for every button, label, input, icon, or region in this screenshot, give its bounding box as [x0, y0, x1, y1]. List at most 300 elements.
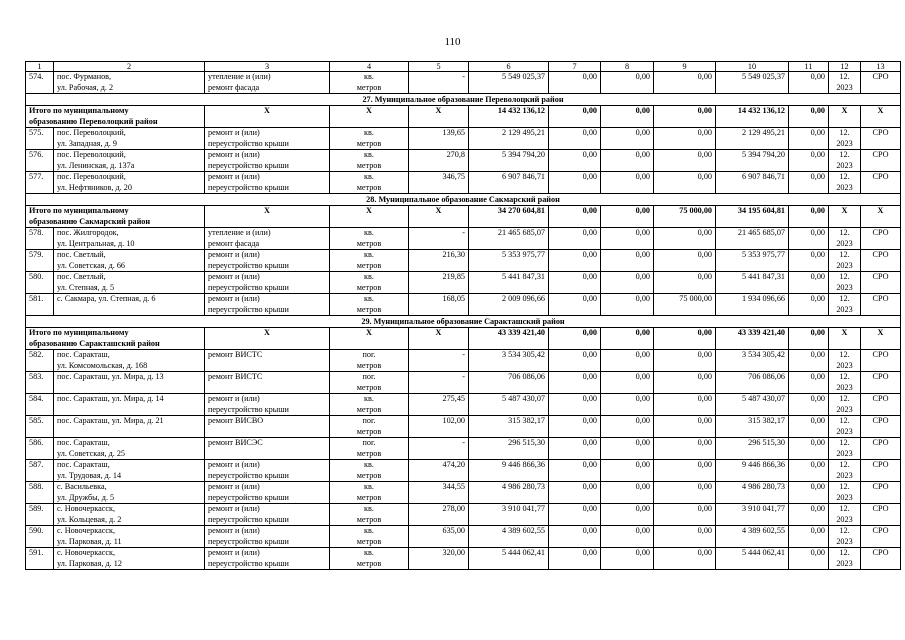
deadline-line: 12.	[839, 482, 850, 491]
address-line: с. Сакмара, ул. Степная, д. 6	[57, 294, 156, 303]
deadline-line: 2023	[836, 514, 853, 524]
address	[54, 394, 205, 416]
work-type-line: переустройство крыши	[208, 492, 289, 502]
work-type	[205, 438, 330, 460]
row-number: 583.	[26, 372, 54, 394]
address-line: пос. Саракташ, ул. Мира, д. 14	[57, 394, 164, 403]
table-row	[26, 172, 901, 194]
column-number: 6	[469, 62, 549, 72]
area: 474,20	[409, 460, 469, 482]
work-type	[205, 526, 330, 548]
cost-c11: 0,00	[789, 228, 829, 250]
total-label-line: Итого по муниципальному	[29, 328, 129, 337]
deadline-line: 12.	[839, 72, 850, 81]
total-cost: 5 441 847,31	[469, 272, 549, 294]
cost-c10: 5 487 430,07	[716, 394, 789, 416]
cost-c8: 0,00	[601, 272, 654, 294]
total-c10: 43 339 421,40	[716, 328, 789, 350]
work-type	[205, 250, 330, 272]
cost-c11: 0,00	[789, 72, 829, 94]
unit	[330, 372, 409, 394]
work-type	[205, 394, 330, 416]
method: СРО	[861, 394, 901, 416]
address-line: ул. Нефтяников, д. 20	[57, 182, 132, 192]
cost-c7: 0,00	[549, 150, 601, 172]
address-line: ул. Парковая, д. 12	[57, 558, 122, 568]
deadline	[829, 416, 861, 438]
total-unit: X	[330, 328, 409, 350]
work-type	[205, 504, 330, 526]
cost-c7: 0,00	[549, 294, 601, 316]
total-label-line: Итого по муниципальному	[29, 106, 129, 115]
total-c8: 0,00	[601, 106, 654, 128]
unit-line: метров	[356, 404, 382, 414]
deadline	[829, 394, 861, 416]
capital-repair-table	[25, 61, 901, 570]
total-c7: 0,00	[549, 328, 601, 350]
cost-c7: 0,00	[549, 372, 601, 394]
unit	[330, 394, 409, 416]
deadline-line: 2023	[836, 470, 853, 480]
row-number: 585.	[26, 416, 54, 438]
address-line: ул. Дружбы, д. 5	[57, 492, 115, 502]
address-line: пос. Саракташ,	[57, 350, 110, 359]
work-type-line: ремонт и (или)	[208, 504, 260, 513]
unit-line: кв.	[364, 504, 374, 513]
cost-c11: 0,00	[789, 394, 829, 416]
cost-c7: 0,00	[549, 72, 601, 94]
work-type-line: переустройство крыши	[208, 182, 289, 192]
row-number: 579.	[26, 250, 54, 272]
cost-c8: 0,00	[601, 548, 654, 570]
unit	[330, 228, 409, 250]
work-type-line: ремонт и (или)	[208, 526, 260, 535]
total-cost: 3 534 305,42	[469, 350, 549, 372]
total-cost: 43 339 421,40	[469, 328, 549, 350]
total-cost: 3 910 041,77	[469, 504, 549, 526]
method: СРО	[861, 272, 901, 294]
deadline-line: 2023	[836, 160, 853, 170]
work-type-line: переустройство крыши	[208, 514, 289, 524]
unit	[330, 172, 409, 194]
deadline-line: 2023	[836, 536, 853, 546]
unit	[330, 482, 409, 504]
table-row	[26, 250, 901, 272]
deadline	[829, 128, 861, 150]
unit-line: кв.	[364, 272, 374, 281]
total-c12: X	[829, 106, 861, 128]
work-type-line: ремонт и (или)	[208, 272, 260, 281]
address	[54, 460, 205, 482]
method: СРО	[861, 438, 901, 460]
work-type-line: ремонт и (или)	[208, 460, 260, 469]
cost-c9: 0,00	[654, 372, 716, 394]
cost-c9: 0,00	[654, 272, 716, 294]
cost-c9: 0,00	[654, 228, 716, 250]
deadline-line: 2023	[836, 448, 853, 458]
work-type-line: переустройство крыши	[208, 138, 289, 148]
cost-c11: 0,00	[789, 504, 829, 526]
cost-c7: 0,00	[549, 460, 601, 482]
table-body	[26, 62, 901, 570]
address-line: пос. Саракташ, ул. Мира, д. 21	[57, 416, 164, 425]
total-c8: 0,00	[601, 328, 654, 350]
table-row	[26, 438, 901, 460]
unit-line: пог.	[362, 372, 376, 381]
address	[54, 250, 205, 272]
work-type	[205, 72, 330, 94]
deadline-line: 12.	[839, 250, 850, 259]
work-type	[205, 228, 330, 250]
cost-c11: 0,00	[789, 438, 829, 460]
table-row	[26, 548, 901, 570]
area: -	[409, 72, 469, 94]
cost-c7: 0,00	[549, 172, 601, 194]
section-header-row	[26, 94, 901, 106]
cost-c10: 5 353 975,77	[716, 250, 789, 272]
area: -	[409, 228, 469, 250]
cost-c10: 2 129 495,21	[716, 128, 789, 150]
column-number: 9	[654, 62, 716, 72]
deadline-line: 2023	[836, 426, 853, 436]
unit	[330, 72, 409, 94]
total-row	[26, 106, 901, 128]
deadline-line: 12.	[839, 128, 850, 137]
row-number: 574.	[26, 72, 54, 94]
total-work: X	[205, 328, 330, 350]
section-header-row	[26, 316, 901, 328]
unit	[330, 438, 409, 460]
total-cost: 4 389 602,55	[469, 526, 549, 548]
deadline-line: 12.	[839, 150, 850, 159]
unit	[330, 128, 409, 150]
total-c11: 0,00	[789, 328, 829, 350]
work-type-line: ремонт и (или)	[208, 128, 260, 137]
deadline-line: 12.	[839, 228, 850, 237]
work-type-line: утепление и (или)	[208, 228, 271, 237]
cost-c9: 0,00	[654, 150, 716, 172]
total-cost: 2 009 096,66	[469, 294, 549, 316]
area: 278,00	[409, 504, 469, 526]
unit-line: кв.	[364, 482, 374, 491]
unit	[330, 504, 409, 526]
area: 168,05	[409, 294, 469, 316]
cost-c8: 0,00	[601, 438, 654, 460]
total-cost: 5 353 975,77	[469, 250, 549, 272]
total-cost: 9 446 866,36	[469, 460, 549, 482]
area: 216,30	[409, 250, 469, 272]
deadline	[829, 172, 861, 194]
cost-c7: 0,00	[549, 272, 601, 294]
page-number: 110	[444, 36, 461, 48]
area: 635,00	[409, 526, 469, 548]
cost-c8: 0,00	[601, 172, 654, 194]
unit	[330, 416, 409, 438]
total-cost: 14 432 136,12	[469, 106, 549, 128]
address	[54, 548, 205, 570]
section-title: 27. Муниципальное образование Переволоцкий район	[26, 94, 901, 106]
deadline-line: 2023	[836, 404, 853, 414]
deadline-line: 12.	[839, 416, 850, 425]
cost-c10: 706 086,06	[716, 372, 789, 394]
unit-line: кв.	[364, 250, 374, 259]
deadline-line: 12.	[839, 272, 850, 281]
column-number: 2	[54, 62, 205, 72]
cost-c8: 0,00	[601, 250, 654, 272]
deadline	[829, 150, 861, 172]
area: 346,75	[409, 172, 469, 194]
total-area: X	[409, 106, 469, 128]
unit-line: метров	[356, 304, 382, 314]
method: СРО	[861, 72, 901, 94]
area: 275,45	[409, 394, 469, 416]
unit-line: метров	[356, 138, 382, 148]
cost-c7: 0,00	[549, 350, 601, 372]
work-type-line: переустройство крыши	[208, 404, 289, 414]
work-type-line: переустройство крыши	[208, 304, 289, 314]
deadline	[829, 250, 861, 272]
address-line: пос. Переволоцкий,	[57, 128, 126, 137]
total-c13: X	[861, 106, 901, 128]
unit	[330, 526, 409, 548]
total-label	[26, 328, 205, 350]
cost-c7: 0,00	[549, 128, 601, 150]
work-type	[205, 128, 330, 150]
deadline	[829, 438, 861, 460]
cost-c10: 5 441 847,31	[716, 272, 789, 294]
work-type-line: ремонт и (или)	[208, 150, 260, 159]
cost-c7: 0,00	[549, 250, 601, 272]
unit-line: пог.	[362, 438, 376, 447]
section-title: 28. Муниципальное образование Сакмарский район	[26, 194, 901, 206]
work-type	[205, 272, 330, 294]
area: 139,65	[409, 128, 469, 150]
total-c9: 0,00	[654, 106, 716, 128]
cost-c7: 0,00	[549, 526, 601, 548]
cost-c9: 0,00	[654, 350, 716, 372]
work-type-line: ремонт и (или)	[208, 172, 260, 181]
work-type-line: ремонт ВИСТС	[208, 350, 263, 359]
total-cost: 5 394 794,20	[469, 150, 549, 172]
address-line: пос. Переволоцкий,	[57, 172, 126, 181]
deadline	[829, 548, 861, 570]
work-type-line: переустройство крыши	[208, 536, 289, 546]
deadline-line: 2023	[836, 558, 853, 568]
unit-line: метров	[356, 558, 382, 568]
total-c12: X	[829, 206, 861, 228]
method: СРО	[861, 350, 901, 372]
work-type	[205, 294, 330, 316]
table-row	[26, 150, 901, 172]
deadline-line: 12.	[839, 172, 850, 181]
total-area: X	[409, 328, 469, 350]
cost-c7: 0,00	[549, 228, 601, 250]
total-row	[26, 206, 901, 228]
section-header-row	[26, 194, 901, 206]
total-c11: 0,00	[789, 106, 829, 128]
address	[54, 272, 205, 294]
row-number: 589.	[26, 504, 54, 526]
cost-c8: 0,00	[601, 372, 654, 394]
total-label-line: образованию Сакмарский район	[29, 216, 151, 226]
row-number: 584.	[26, 394, 54, 416]
unit-line: метров	[356, 182, 382, 192]
cost-c9: 0,00	[654, 72, 716, 94]
table-row	[26, 416, 901, 438]
cost-c9: 0,00	[654, 416, 716, 438]
address-line: ул. Комсомольская, д. 168	[57, 360, 148, 370]
unit	[330, 460, 409, 482]
total-c10: 34 195 604,81	[716, 206, 789, 228]
total-work: X	[205, 106, 330, 128]
total-cost: 34 270 604,81	[469, 206, 549, 228]
total-c13: X	[861, 328, 901, 350]
address-line: ул. Ленинская, д. 137а	[57, 160, 135, 170]
column-number: 13	[861, 62, 901, 72]
work-type	[205, 372, 330, 394]
deadline-line: 12.	[839, 548, 850, 557]
address-line: пос. Светлый,	[57, 272, 106, 281]
work-type-line: ремонт ВИСВО	[208, 416, 264, 425]
unit	[330, 548, 409, 570]
cost-c8: 0,00	[601, 72, 654, 94]
address-line: ул. Трудовая, д. 14	[57, 470, 122, 480]
deadline-line: 2023	[836, 382, 853, 392]
unit-line: кв.	[364, 172, 374, 181]
area: 344,55	[409, 482, 469, 504]
work-type-line: переустройство крыши	[208, 160, 289, 170]
cost-c9: 0,00	[654, 128, 716, 150]
address	[54, 228, 205, 250]
unit-line: кв.	[364, 526, 374, 535]
work-type-line: ремонт фасада	[208, 82, 260, 92]
deadline-line: 2023	[836, 238, 853, 248]
cost-c8: 0,00	[601, 228, 654, 250]
area: -	[409, 438, 469, 460]
column-number: 11	[789, 62, 829, 72]
cost-c9: 0,00	[654, 548, 716, 570]
unit-line: метров	[356, 282, 382, 292]
total-c7: 0,00	[549, 106, 601, 128]
method: СРО	[861, 150, 901, 172]
unit	[330, 250, 409, 272]
deadline	[829, 72, 861, 94]
address	[54, 372, 205, 394]
column-number: 10	[716, 62, 789, 72]
unit-line: кв.	[364, 460, 374, 469]
column-number-row	[26, 62, 901, 72]
address-line: ул. Парковая, д. 11	[57, 536, 122, 546]
address-line: ул. Западная, д. 9	[57, 138, 117, 148]
total-cost: 4 986 280,73	[469, 482, 549, 504]
deadline	[829, 526, 861, 548]
unit-line: метров	[356, 82, 382, 92]
deadline-line: 12.	[839, 460, 850, 469]
unit-line: метров	[356, 360, 382, 370]
method: СРО	[861, 526, 901, 548]
method: СРО	[861, 504, 901, 526]
deadline-line: 12.	[839, 526, 850, 535]
address-line: ул. Советская, д. 66	[57, 260, 126, 270]
unit-line: кв.	[364, 228, 374, 237]
unit-line: метров	[356, 426, 382, 436]
area: -	[409, 350, 469, 372]
cost-c9: 0,00	[654, 438, 716, 460]
total-label-line: образованию Саракташский район	[29, 338, 160, 348]
area: 102,00	[409, 416, 469, 438]
cost-c11: 0,00	[789, 294, 829, 316]
work-type-line: ремонт и (или)	[208, 394, 260, 403]
deadline-line: 2023	[836, 260, 853, 270]
address	[54, 416, 205, 438]
address	[54, 128, 205, 150]
cost-c9: 0,00	[654, 172, 716, 194]
deadline-line: 12.	[839, 294, 850, 303]
cost-c9: 0,00	[654, 504, 716, 526]
cost-c11: 0,00	[789, 372, 829, 394]
table-row	[26, 504, 901, 526]
row-number: 591.	[26, 548, 54, 570]
table-row	[26, 350, 901, 372]
deadline-line: 12.	[839, 350, 850, 359]
cost-c10: 21 465 685,07	[716, 228, 789, 250]
table-row	[26, 394, 901, 416]
work-type	[205, 548, 330, 570]
table-row	[26, 228, 901, 250]
cost-c10: 9 446 866,36	[716, 460, 789, 482]
cost-c11: 0,00	[789, 350, 829, 372]
cost-c9: 75 000,00	[654, 294, 716, 316]
address-line: ул. Советская, д. 25	[57, 448, 126, 458]
total-cost: 5 487 430,07	[469, 394, 549, 416]
unit	[330, 294, 409, 316]
total-c11: 0,00	[789, 206, 829, 228]
cost-c11: 0,00	[789, 250, 829, 272]
column-number: 3	[205, 62, 330, 72]
cost-c10: 3 534 305,42	[716, 350, 789, 372]
deadline-line: 12.	[839, 438, 850, 447]
work-type	[205, 350, 330, 372]
column-number: 12	[829, 62, 861, 72]
unit-line: пог.	[362, 350, 376, 359]
unit-line: кв.	[364, 72, 374, 81]
address	[54, 438, 205, 460]
method: СРО	[861, 416, 901, 438]
cost-c11: 0,00	[789, 150, 829, 172]
unit-line: пог.	[362, 416, 376, 425]
address-line: ул. Степная, д. 5	[57, 282, 115, 292]
total-unit: X	[330, 106, 409, 128]
unit-line: кв.	[364, 150, 374, 159]
cost-c10: 5 394 794,20	[716, 150, 789, 172]
row-number: 587.	[26, 460, 54, 482]
cost-c8: 0,00	[601, 482, 654, 504]
total-cost: 296 515,30	[469, 438, 549, 460]
unit-line: метров	[356, 514, 382, 524]
total-label-line: образованию Переволоцкий район	[29, 116, 158, 126]
table-row	[26, 294, 901, 316]
address-line: с. Васильевка,	[57, 482, 107, 491]
work-type	[205, 416, 330, 438]
work-type-line: ремонт фасада	[208, 238, 260, 248]
row-number: 578.	[26, 228, 54, 250]
work-type	[205, 460, 330, 482]
address-line: пос. Светлый,	[57, 250, 106, 259]
deadline	[829, 272, 861, 294]
work-type-line: ремонт и (или)	[208, 482, 260, 491]
table-row	[26, 526, 901, 548]
address	[54, 526, 205, 548]
